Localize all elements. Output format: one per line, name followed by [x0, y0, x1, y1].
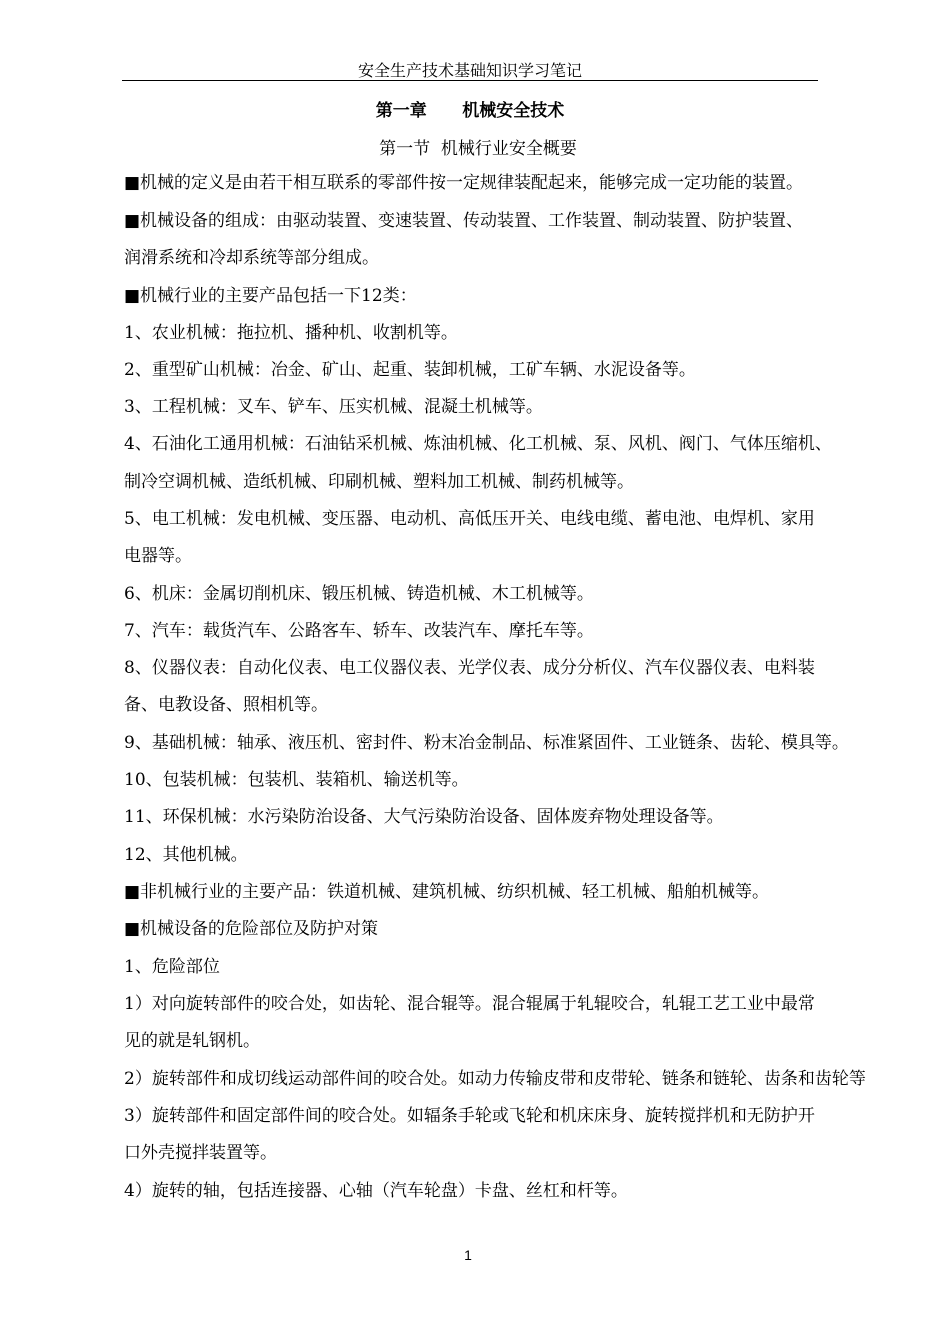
list-item: 7、汽车：载货汽车、公路客车、轿车、改装汽车、摩托车等。: [124, 621, 594, 641]
paragraph-line: ■机械行业的主要产品包括一下12类：: [124, 286, 417, 306]
chapter-title: 第一章 机械安全技术: [375, 101, 565, 121]
list-item: 见的就是轧钢机。: [124, 1031, 260, 1051]
list-item: 1、危险部位: [124, 957, 220, 977]
list-item: 9、基础机械：轴承、液压机、密封件、粉末冶金制品、标准紧固件、工业链条、齿轮、模具等。: [124, 733, 849, 753]
paragraph-line: ■机械的定义是由若干相互联系的零部件按一定规律装配起来，能够完成一定功能的装置。: [124, 173, 804, 193]
paragraph-line: ■机械设备的危险部位及防护对策: [124, 919, 379, 939]
section-title: 第一节 机械行业安全概要: [379, 139, 577, 159]
list-item: 电器等。: [124, 546, 192, 566]
list-item: 2、重型矿山机械：冶金、矿山、起重、装卸机械，工矿车辆、水泥设备等。: [124, 360, 696, 380]
list-item: 4、石油化工通用机械：石油钻采机械、炼油机械、化工机械、泵、风机、阀门、气体压缩机、: [124, 434, 832, 454]
list-item: 备、电教设备、照相机等。: [124, 695, 328, 715]
list-item: 10、包装机械：包装机、装箱机、输送机等。: [124, 770, 469, 790]
list-item: 3）旋转部件和固定部件间的咬合处。如辐条手轮或飞轮和机床床身、旋转搅拌机和无防护开: [124, 1106, 815, 1126]
list-item: 12、其他机械。: [124, 845, 248, 865]
list-item: 1）对向旋转部件的咬合处，如齿轮、混合辊等。混合辊属于轧辊咬合，轧辊工艺工业中最常: [124, 994, 815, 1014]
paragraph-line: ■机械设备的组成：由驱动装置、变速装置、传动装置、工作装置、制动装置、防护装置、: [124, 211, 804, 231]
header-divider: [122, 80, 818, 81]
list-item: 2）旋转部件和成切线运动部件间的咬合处。如动力传输皮带和皮带轮、链条和链轮、齿条和齿轮等: [124, 1069, 866, 1089]
list-item: 8、仪器仪表：自动化仪表、电工仪器仪表、光学仪表、成分分析仪、汽车仪器仪表、电料装: [124, 658, 815, 678]
list-item: 3、工程机械：叉车、铲车、压实机械、混凝土机械等。: [124, 397, 543, 417]
list-item: 制冷空调机械、造纸机械、印刷机械、塑料加工机械、制药机械等。: [124, 472, 634, 492]
paragraph-line: 润滑系统和冷却系统等部分组成。: [124, 248, 379, 268]
page-number: 1: [464, 1247, 472, 1263]
list-item: 6、机床：金属切削机床、锻压机械、铸造机械、木工机械等。: [124, 584, 594, 604]
paragraph-line: ■非机械行业的主要产品：铁道机械、建筑机械、纺织机械、轻工机械、船舶机械等。: [124, 882, 770, 902]
page-header: 安全生产技术基础知识学习笔记: [357, 61, 582, 80]
list-item: 5、电工机械：发电机械、变压器、电动机、高低压开关、电线电缆、蓄电池、电焊机、家用: [124, 509, 815, 529]
list-item: 11、环保机械：水污染防治设备、大气污染防治设备、固体废弃物处理设备等。: [124, 807, 724, 827]
list-item: 4）旋转的轴，包括连接器、心轴（汽车轮盘）卡盘、丝杠和杆等。: [124, 1181, 628, 1201]
list-item: 口外壳搅拌装置等。: [124, 1143, 277, 1163]
list-item: 1、农业机械：拖拉机、播种机、收割机等。: [124, 323, 458, 343]
